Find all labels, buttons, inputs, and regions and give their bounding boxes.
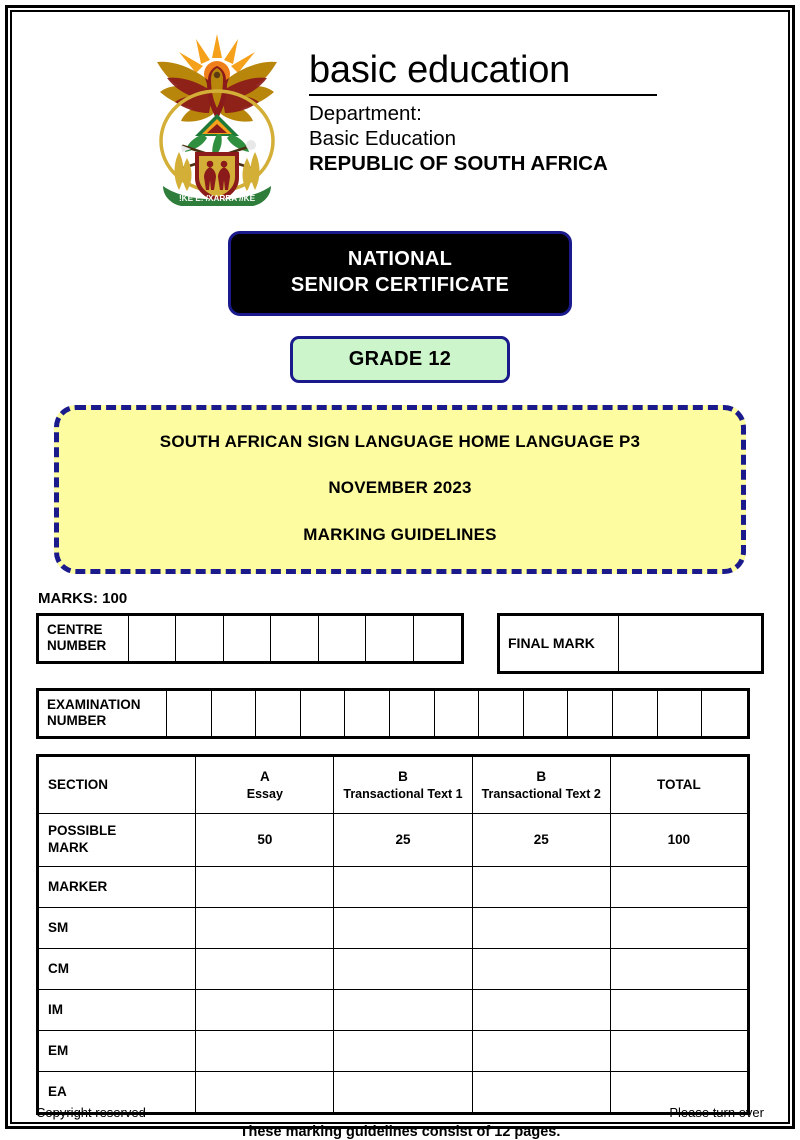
examination-number-label [39,691,167,736]
centre-number-cell[interactable] [129,616,176,661]
row-em-a[interactable] [196,1030,334,1071]
header-section-b1-name: Transactional Text 1 [343,786,463,801]
pages-note: These marking guidelines consist of 12 pages. [239,1123,561,1140]
masthead [36,14,764,213]
marks-summary-table [36,754,750,1115]
centre-number-cell[interactable] [176,616,223,661]
header-section-b2-letter: B [536,769,547,785]
logo-title: basic education [309,49,571,91]
row-im-b2[interactable] [472,989,610,1030]
final-mark-label: FINAL MARK [500,616,619,671]
header-section-b2-name: Transactional Text 2 [481,786,601,801]
row-marker-total[interactable] [610,866,748,907]
certificate-badge-row [36,213,764,316]
table-header-row [38,755,749,813]
row-cm-a[interactable] [196,948,334,989]
examination-number-cell[interactable] [435,691,480,736]
examination-number-cell[interactable] [390,691,435,736]
row-label-im: IM [38,989,196,1030]
turn-over-notice: Please turn over [669,1105,764,1120]
row-em-b2[interactable] [472,1030,610,1071]
page-footer [36,1105,764,1120]
centre-number-cell[interactable] [414,616,461,661]
paper-info-box [54,405,746,574]
final-mark-field[interactable] [497,613,764,674]
examination-number-cell[interactable] [524,691,569,736]
examination-number-cell[interactable] [345,691,390,736]
table-row [38,866,749,907]
grade-badge: GRADE 12 [290,336,510,383]
row-label-marker: MARKER [38,866,196,907]
row-em-total[interactable] [610,1030,748,1071]
copyright-notice: Copyright reserved [36,1105,146,1120]
examination-number-label-line-2: NUMBER [47,713,107,729]
header-section-b1-letter: B [398,769,408,785]
header-section-label: SECTION [38,755,196,813]
row-sm-a[interactable] [196,907,334,948]
department-logo-text [309,28,657,176]
table-row [38,989,749,1030]
table-row [38,948,749,989]
row-cm-b1[interactable] [334,948,472,989]
final-mark-value-cell[interactable] [619,616,761,671]
possible-mark-a: 50 [196,813,334,866]
certificate-line-1: NATIONAL [347,248,453,270]
logo-country: REPUBLIC OF SOUTH AFRICA [309,152,608,176]
row-im-a[interactable] [196,989,334,1030]
paper-subject: SOUTH AFRICAN SIGN LANGUAGE HOME LANGUAGE P3 [159,431,641,451]
grade-badge-row [36,316,764,383]
logo-department-line-2: Basic Education [309,127,457,151]
centre-and-final-mark-row [36,613,764,674]
row-label-cm: CM [38,948,196,989]
logo-divider [309,94,657,96]
row-cm-total[interactable] [610,948,748,989]
centre-number-label-line-2: NUMBER [47,638,107,654]
centre-number-cell[interactable] [319,616,366,661]
centre-number-cell[interactable] [271,616,318,661]
examination-number-cell[interactable] [167,691,212,736]
examination-number-cell[interactable] [212,691,257,736]
row-cm-b2[interactable] [472,948,610,989]
possible-mark-label [38,813,196,866]
header-section-a-letter: A [259,769,270,785]
row-sm-b1[interactable] [334,907,472,948]
possible-mark-b2: 25 [472,813,610,866]
possible-mark-row [38,813,749,866]
header-section-a [196,755,334,813]
row-em-b1[interactable] [334,1030,472,1071]
paper-document-type: MARKING GUIDELINES [303,524,497,544]
logo-department-line-1: Department: [309,102,422,126]
row-im-b1[interactable] [334,989,472,1030]
row-marker-b2[interactable] [472,866,610,907]
possible-mark-label-line-1: POSSIBLE [48,823,117,839]
examination-number-cell[interactable] [479,691,524,736]
examination-number-cell[interactable] [256,691,301,736]
possible-mark-total: 100 [610,813,748,866]
certificate-line-2: SENIOR CERTIFICATE [290,274,510,297]
row-marker-b1[interactable] [334,866,472,907]
table-row [38,907,749,948]
national-senior-certificate-badge [228,231,572,316]
centre-number-cell[interactable] [366,616,413,661]
examination-number-cell[interactable] [658,691,703,736]
examination-number-cell[interactable] [301,691,346,736]
header-section-b1 [334,755,472,813]
possible-mark-label-line-2: MARK [48,839,89,855]
possible-mark-b1: 25 [334,813,472,866]
header-section-a-name: Essay [246,786,283,801]
paper-session: NOVEMBER 2023 [328,478,472,498]
row-marker-a[interactable] [196,866,334,907]
header-section-b2 [472,755,610,813]
examination-number-cell[interactable] [702,691,747,736]
coat-of-arms-motto: !KE E: /XARRA //KE [178,194,256,203]
examination-number-field[interactable] [36,688,750,739]
table-row [38,1030,749,1071]
centre-number-field[interactable] [36,613,464,664]
row-sm-b2[interactable] [472,907,610,948]
row-im-total[interactable] [610,989,748,1030]
header-total: TOTAL [610,755,748,813]
coat-of-arms-icon [143,28,291,213]
row-label-em: EM [38,1030,196,1071]
total-marks-label: MARKS: 100 [38,589,128,607]
examination-number-cell[interactable] [568,691,613,736]
centre-number-label-line-1: CENTRE [47,621,103,637]
examination-number-cell[interactable] [613,691,658,736]
row-label-ea: EA [38,1071,196,1113]
centre-number-label [39,616,129,661]
examination-number-label-line-1: EXAMINATION [47,696,141,712]
row-label-sm: SM [38,907,196,948]
centre-number-cell[interactable] [224,616,271,661]
row-sm-total[interactable] [610,907,748,948]
